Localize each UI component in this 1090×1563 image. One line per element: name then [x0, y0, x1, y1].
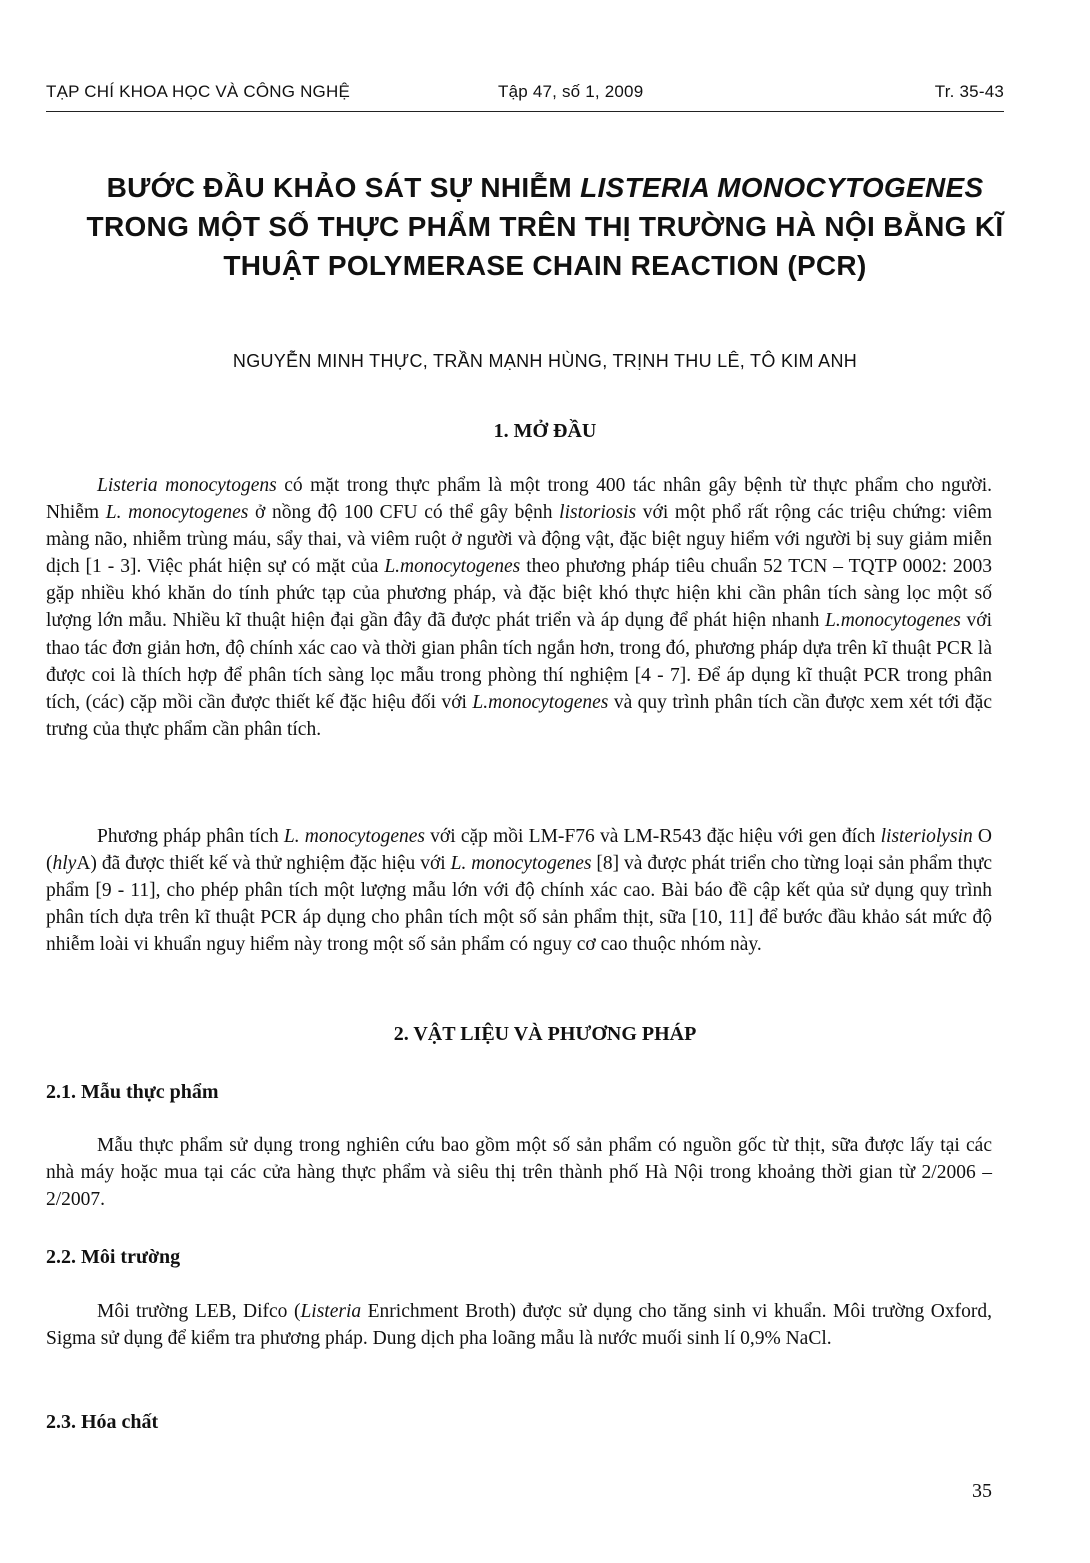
paper-title [60, 168, 1030, 285]
running-header [46, 82, 1004, 110]
subsection-2-3-heading: 2.3. Hóa chất [46, 1411, 159, 1433]
intro-paragraph-2: Phương pháp phân tích L. monocytogenes với cặp mồi LM-F76 và LM-R543 đặc hiệu với gen đích listeriolysin O (hlyA) đã được thiết kế và thử nghiệm đặc hiệu với L. monocytogenes [8] và được phát triển cho từng loại sản phẩm thực phẩm [9 - 11], cho phép phân tích một lượng mẫu lớn với độ chính xác cao. Bài báo đề cập kết qủa sử dụng quy trình phân tích dựa trên kĩ thuật PCR áp dụng cho phân tích một số sản phẩm thịt, sữa [10, 11] để bước đầu khảo sát mức độ nhiễm loài vi khuẩn nguy hiểm này trong một số sản phẩm có nguy cơ cao thuộc nhóm này. [46, 826, 993, 956]
section-2-heading: 2. VẬT LIỆU VÀ PHƯƠNG PHÁP [393, 1023, 697, 1045]
subsection-2-2-heading: 2.2. Môi trường [46, 1246, 181, 1268]
author-list: NGUYỄN MINH THỰC, TRẦN MẠNH HÙNG, TRỊNH THU LÊ, TÔ KIM ANH [232, 351, 858, 371]
section-1-heading: 1. MỞ ĐẦU [493, 420, 597, 442]
intro-paragraph-1: Listeria monocytogens có mặt trong thực phẩm là một trong 400 tác nhân gây bệnh từ thực phẩm cho người. Nhiễm L. monocytogenes ở nồng độ 100 CFU có thể gây bệnh listoriosis với một phổ rất rộng các triệu chứng: viêm màng não, nhiễm trùng máu, sẩy thai, và viêm ruột ở người và động vật, đặc biệt nguy hiểm với người bị suy giảm miễn dịch [1 - 3]. Việc phát hiện sự có mặt của L.monocytogenes theo phương pháp tiêu chuẩn 52 TCN – TQTP 0002: 2003 gặp nhiều khó khăn do tính phức tạp của phương pháp, và đặc biệt khó thực hiện khi cần phân tích sàng lọc một số lượng lớn mẫu. Nhiều kĩ thuật hiện đại gần đây đã được phát triển và áp dụng để phát hiện nhanh L.monocytogenes với thao tác đơn giản hơn, độ chính xác cao và thời gian phân tích ngắn hơn, trong đó, phương pháp dựa trên kĩ thuật PCR là được coi là thích hợp để phân tích sàng lọc mẫu trong phòng thí nghiệm [4 - 7]. Để áp dụng kĩ thuật PCR trong phân tích, (các) cặp mồi cần được thiết kế đặc hiệu đối với L.monocytogenes và quy trình phân tích cần được xem xét tới đặc trưng của thực phẩm cần phân tích. [46, 475, 992, 740]
page-number: 35 [972, 1480, 992, 1502]
header-rule [46, 111, 1004, 112]
title-part-1: BƯỚC ĐẦU KHẢO SÁT SỰ NHIỄM [106, 172, 581, 203]
subsection-2-2-text: Môi trường LEB, Difco (Listeria Enrichment Broth) được sử dụng cho tăng sinh vi khuẩn. Môi trường Oxford, Sigma sử dụng để kiểm tra phương pháp. Dung dịch pha loãng mẫu là nước muối sinh lí 0,9% NaCl. [46, 1301, 992, 1350]
volume-issue: Tập 47, số 1, 2009 [498, 82, 644, 101]
subsection-2-1-text: Mẫu thực phẩm sử dụng trong nghiên cứu bao gồm một số sản phẩm có nguồn gốc từ thịt, sữa được lấy tại các nhà máy hoặc mua tại các cửa hàng thực phẩm và siêu thị trên thành phố Hà Nội trong khoảng thời gian từ 2/2006 – 2/2007. [46, 1135, 992, 1211]
subsection-2-1-heading: 2.1. Mẫu thực phẩm [46, 1081, 219, 1103]
title-species: LISTERIA MONOCYTOGENES [580, 172, 984, 203]
page-range: Tr. 35-43 [934, 82, 1004, 101]
title-part-3: TRONG MỘT SỐ THỰC PHẨM TRÊN THỊ TRƯỜNG HÀ NỘI BẰNG KĨ THUẬT POLYMERASE CHAIN REACTION (PCR) [86, 211, 1004, 281]
journal-name: TẠP CHÍ KHOA HỌC VÀ CÔNG NGHỆ [46, 82, 350, 101]
